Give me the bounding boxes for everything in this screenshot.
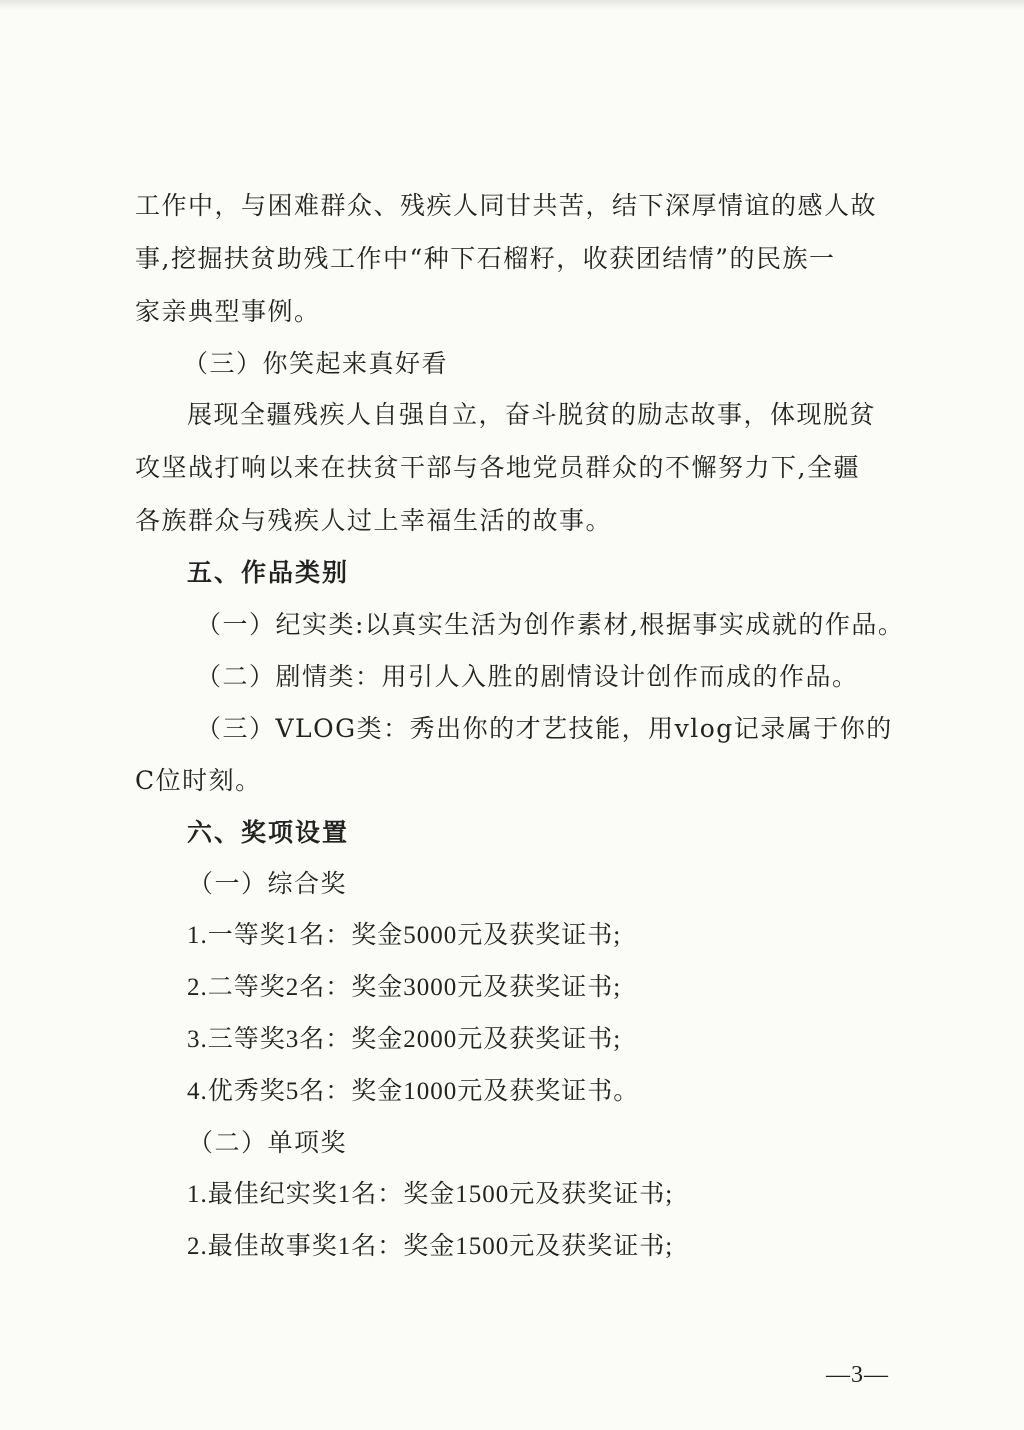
body-text-line: 攻坚战打响以来在扶贫干部与各地党员群众的不懈努力下,全疆 (135, 453, 860, 482)
subsection-heading: （二）单项奖 (188, 1128, 348, 1157)
subsection-heading: （三）你笑起来真好看 (183, 349, 449, 378)
body-text-line: C位时刻。 (135, 766, 262, 795)
subsection-heading: （一）综合奖 (188, 869, 348, 898)
category-item: （一）纪实类:以真实生活为创作素材,根据事实成就的作品。 (196, 610, 905, 639)
award-item: 1.最佳纪实奖1名：奖金1500元及获奖证书; (187, 1181, 674, 1208)
award-item: 2.最佳故事奖1名：奖金1500元及获奖证书; (187, 1233, 674, 1260)
award-item: 4.优秀奖5名：奖金1000元及获奖证书。 (187, 1078, 640, 1105)
body-text-line: 家亲典型事例。 (135, 297, 321, 326)
page-number: —3— (826, 1362, 889, 1388)
category-item: （三）VLOG类：秀出你的才艺技能，用vlog记录属于你的 (196, 714, 893, 743)
body-text-line: 展现全疆残疾人自强自立，奋斗脱贫的励志故事，体现脱贫 (187, 400, 877, 429)
body-text-line: 事,挖掘扶贫助残工作中“种下石榴籽，收获团结情”的民族一 (135, 244, 836, 273)
section-heading: 六、奖项设置 (187, 818, 350, 847)
section-heading: 五、作品类别 (187, 558, 350, 587)
body-text-line: 各族群众与残疾人过上幸福生活的故事。 (135, 506, 613, 535)
award-item: 3.三等奖3名：奖金2000元及获奖证书; (187, 1026, 622, 1053)
scan-edge (0, 0, 1024, 10)
body-text-line: 工作中，与困难群众、残疾人同甘共苦，结下深厚情谊的感人故 (135, 191, 878, 220)
award-item: 1.一等奖1名：奖金5000元及获奖证书; (187, 922, 622, 949)
award-item: 2.二等奖2名：奖金3000元及获奖证书; (187, 974, 622, 1001)
category-item: （二）剧情类：用引人入胜的剧情设计创作而成的作品。 (196, 662, 859, 691)
